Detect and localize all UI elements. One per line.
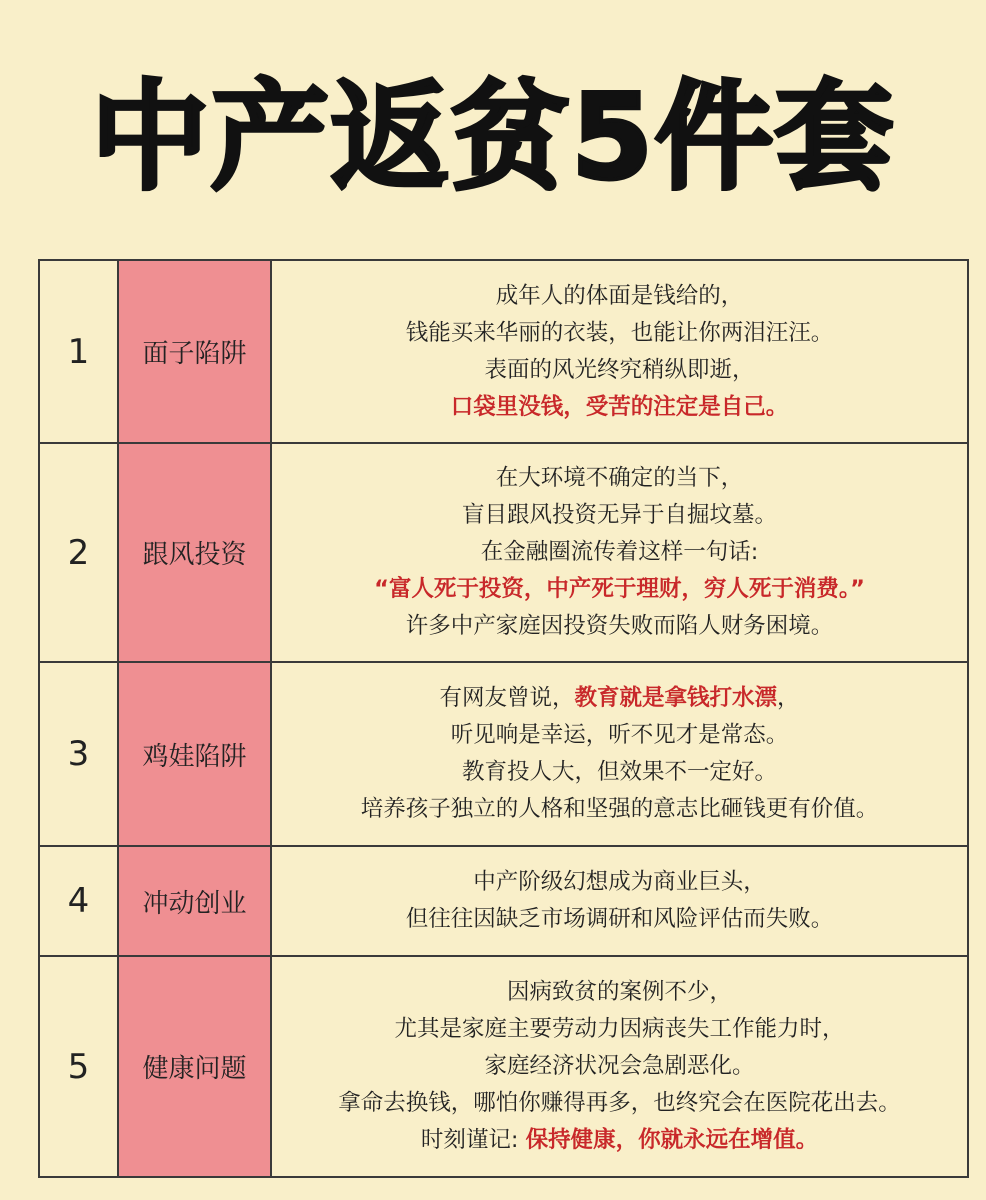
desc-line: 培养孩子独立的人格和坚强的意志比砸钱更有价值。	[360, 796, 879, 822]
row-description	[271, 662, 968, 846]
row-name: 跟风投资	[118, 443, 271, 662]
table-row	[39, 443, 968, 662]
desc-line: 许多中产家庭因投资失败而陷人财务困境。	[405, 613, 834, 639]
desc-text: ，	[777, 685, 800, 711]
desc-line	[272, 680, 967, 717]
table-row	[39, 260, 968, 443]
desc-text: 有网友曾说，	[439, 685, 575, 711]
highlight-line: 口袋里没钱，受苦的注定是自己。	[450, 393, 789, 420]
desc-line: 盲目跟风投资无异于自掘坟墓。	[461, 502, 777, 528]
row-description	[271, 443, 968, 662]
table-row	[39, 846, 968, 956]
desc-line: 拿命去换钱，哪怕你赚得再多，也终究会在医院花出去。	[338, 1090, 901, 1116]
desc-line: 成年人的体面是钱给的，	[495, 282, 744, 309]
row-name: 鸡娃陷阱	[118, 662, 271, 846]
highlight-quote: “富人死于投资，中产死于理财，穷人死于消费。”	[374, 576, 865, 602]
table-row	[39, 956, 968, 1177]
desc-line: 因病致贫的案例不少，	[506, 979, 732, 1005]
desc-line: 钱能买来华丽的衣装，也能让你两泪汪汪。	[405, 319, 834, 346]
row-description	[271, 846, 968, 956]
desc-line: 家庭经济状况会急剧恶化。	[484, 1053, 755, 1079]
row-number: 5	[39, 956, 118, 1177]
row-description	[271, 260, 968, 443]
row-name: 冲动创业	[118, 846, 271, 956]
desc-line	[272, 1122, 967, 1159]
desc-line: 中产阶级幻想成为商业巨头，	[473, 869, 766, 895]
desc-line: 教育投人大，但效果不一定好。	[461, 759, 777, 785]
page-title: 中产返贫5件套	[90, 68, 896, 206]
row-name: 健康问题	[118, 956, 271, 1177]
row-number: 3	[39, 662, 118, 846]
desc-line: 在大环境不确定的当下，	[495, 465, 744, 491]
row-number: 1	[39, 260, 118, 443]
row-number: 2	[39, 443, 118, 662]
row-name: 面子陷阱	[118, 260, 271, 443]
row-number: 4	[39, 846, 118, 956]
highlight-text: 保持健康，你就永远在增值。	[525, 1127, 819, 1153]
highlight-text: 教育就是拿钱打水漂	[574, 685, 777, 711]
row-description	[271, 956, 968, 1177]
desc-line: 尤其是家庭主要劳动力因病丧失工作能力时，	[394, 1016, 845, 1042]
traps-table	[38, 259, 969, 1178]
table-row	[39, 662, 968, 846]
desc-line: 表面的风光终究稍纵即逝，	[484, 356, 755, 383]
desc-line: 听见响是幸运，听不见才是常态。	[450, 722, 789, 748]
desc-text: 时刻谨记:	[420, 1127, 526, 1153]
desc-line: 但往往因缺乏市场调研和风险评估而失败。	[405, 906, 834, 932]
desc-line: 在金融圈流传着这样一句话:	[480, 539, 759, 565]
